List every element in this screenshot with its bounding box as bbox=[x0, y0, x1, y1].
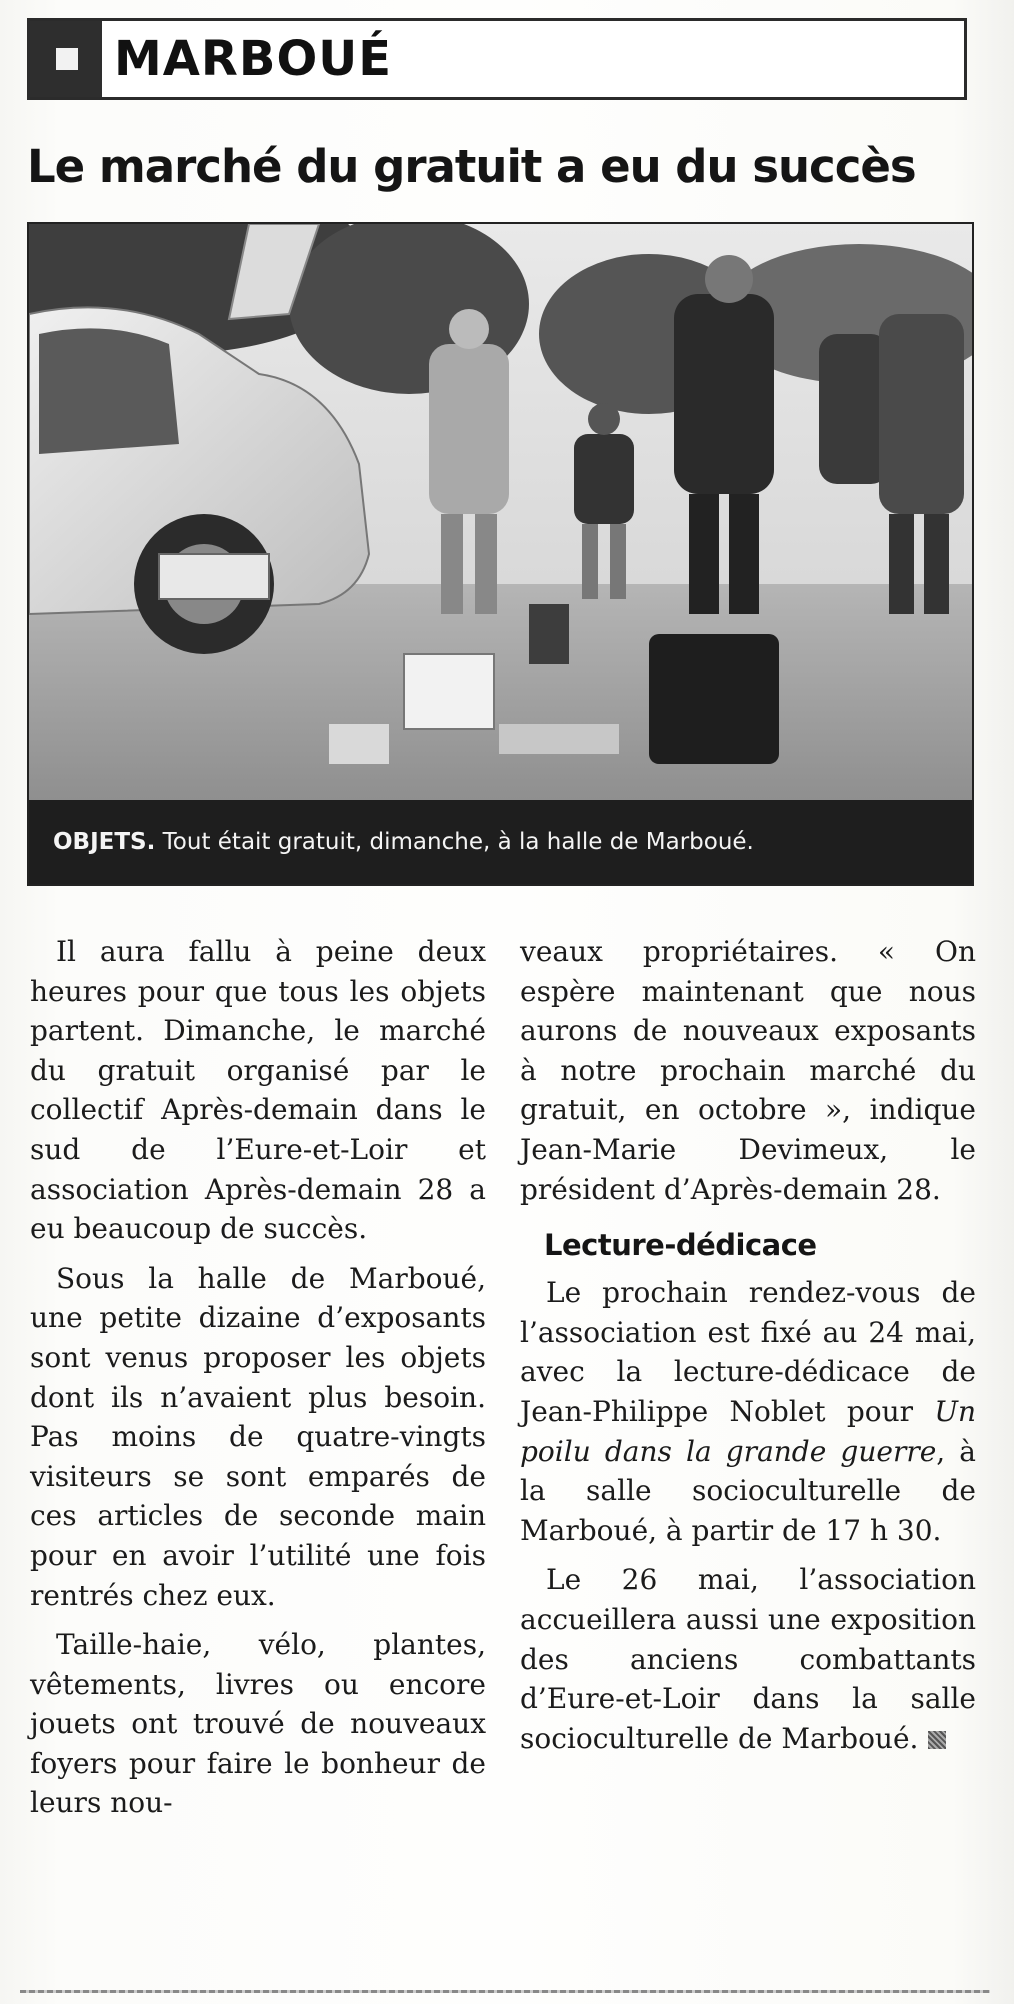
paragraph-exposition bbox=[520, 1560, 976, 1758]
rendez-vous-text-b: , à la salle socioculturelle de Marboué, à partir de 17 h 30. bbox=[520, 1434, 976, 1547]
rendez-vous-text-a: Le prochain rendez-vous de l’association est fixé au 24 mai, avec la lecture-dédicace de Jean-Philippe Noblet pour bbox=[520, 1276, 976, 1428]
paragraph-intro: Il aura fallu à peine deux heures pour que tous les objets partent. Dimanche, le marché du gratuit organisé par le collectif Après-demain dans le sud de l’Eure-et-Loir et association Après-demain 28 a eu beaucoup de succès. bbox=[30, 935, 486, 1246]
article-column-left bbox=[30, 932, 486, 1823]
photo-caption bbox=[29, 800, 972, 884]
paragraph-continuation: veaux propriétaires. « On espère maintenant que nous aurons de nouveaux exposants à notre prochain marché du gratuit, en octobre », indique Jean-Marie Devimeux, le président d’Après-demain 28. bbox=[520, 935, 976, 1206]
paragraph-objets: Taille-haie, vélo, plantes, vêtements, livres ou encore jouets ont trouvé de nouveaux foyers pour faire le bonheur de leurs nou- bbox=[30, 1628, 486, 1820]
book-title: Un poilu dans la grande guerre bbox=[520, 1394, 976, 1468]
end-mark-icon bbox=[928, 1731, 946, 1749]
article-column-right bbox=[520, 932, 976, 1758]
subhead-lecture-dedicace: Lecture-dédicace bbox=[544, 1228, 817, 1263]
section-rubric bbox=[27, 18, 967, 100]
exposition-text: Le 26 mai, l’association accueillera aussi une exposition des anciens combattants d’Eure-et-Loir dans la salle socioculturelle de Marboué. bbox=[520, 1563, 976, 1755]
article-photo bbox=[27, 222, 974, 886]
rubric-title: MARBOUÉ bbox=[114, 31, 393, 87]
paragraph-rendez-vous bbox=[520, 1273, 976, 1550]
caption-lead: OBJETS. bbox=[53, 829, 156, 855]
market-scene-illustration bbox=[29, 224, 972, 800]
article-headline: Le marché du gratuit a eu du succès bbox=[27, 140, 916, 193]
caption-text: Tout était gratuit, dimanche, à la halle de Marboué. bbox=[155, 829, 754, 855]
bottom-rule bbox=[20, 1990, 990, 1993]
rubric-square-icon bbox=[30, 21, 102, 97]
paragraph-halle: Sous la halle de Marboué, une petite dizaine d’exposants sont venus proposer les objets dont ils n’avaient plus besoin. Pas moins de quatre-vingts visiteurs se sont emparés de ces articles de seconde main pour en avoir l’utilité une fois rentrés chez eux. bbox=[30, 1261, 486, 1612]
